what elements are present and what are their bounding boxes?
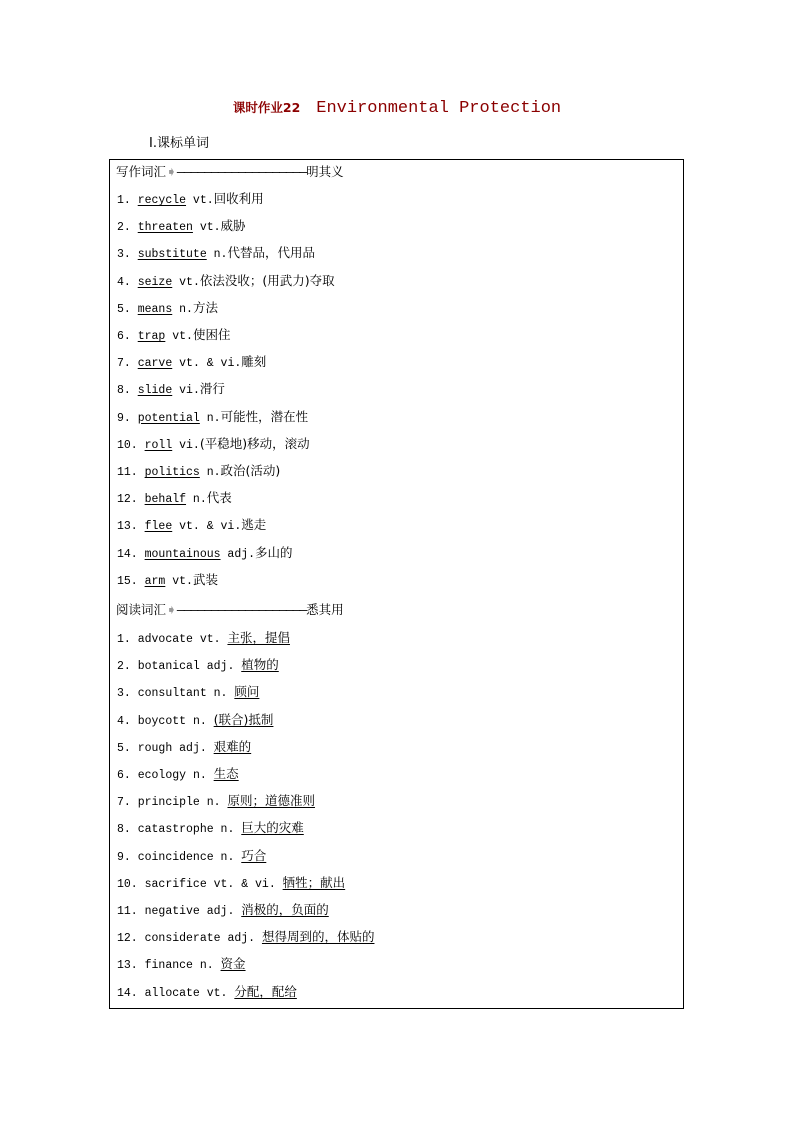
item-pos: n. xyxy=(220,823,242,837)
item-word: considerate xyxy=(144,932,228,946)
item-number: 8. xyxy=(117,823,138,837)
list-item xyxy=(117,682,259,702)
item-number: 13. xyxy=(117,959,145,973)
item-number: 12. xyxy=(117,493,145,507)
list-item xyxy=(117,570,218,590)
item-word: consultant xyxy=(137,687,214,701)
item-pos: vt. xyxy=(192,221,221,235)
page-title xyxy=(0,97,794,118)
item-word: slide xyxy=(137,384,173,398)
item-word: sacrifice xyxy=(144,877,214,891)
item-pos: vt. xyxy=(206,986,235,1000)
header-dashes: ——————————————————— xyxy=(176,165,307,180)
list-item xyxy=(117,628,290,648)
item-word: carve xyxy=(137,357,173,371)
item-meaning: 巧合 xyxy=(241,847,267,863)
item-pos: vt. & vi. xyxy=(172,357,242,371)
item-word: coincidence xyxy=(137,850,221,864)
item-pos: vt. xyxy=(165,330,193,343)
list-item xyxy=(117,488,232,508)
list-item xyxy=(117,379,225,399)
item-word: finance xyxy=(144,959,200,973)
list-item xyxy=(117,243,315,263)
item-pos: n. xyxy=(220,850,242,864)
item-meaning: 植物的 xyxy=(241,657,279,673)
item-number: 11. xyxy=(117,466,145,479)
item-number: 14. xyxy=(117,547,145,561)
reading-label: 阅读词汇 xyxy=(116,602,167,617)
item-number: 6. xyxy=(117,330,138,343)
item-pos: adj. xyxy=(179,741,214,755)
item-pos: vi. xyxy=(172,384,200,398)
item-meaning: 想得周到的，体贴的 xyxy=(261,929,375,945)
item-meaning: 主张，提倡 xyxy=(227,630,290,645)
item-number: 2. xyxy=(117,660,138,674)
reading-header xyxy=(116,600,344,620)
list-item xyxy=(117,515,266,535)
item-meaning: 艰难的 xyxy=(213,738,252,754)
item-meaning: 依法没收；(用武力)夺取 xyxy=(199,272,335,288)
item-word: mountainous xyxy=(144,547,221,561)
item-number: 5. xyxy=(117,302,138,316)
item-number: 7. xyxy=(117,357,138,371)
item-word: boycott xyxy=(137,714,193,728)
item-meaning: (联合)抵制 xyxy=(213,711,274,727)
item-pos: vi. xyxy=(172,438,200,452)
list-item xyxy=(117,954,246,974)
item-meaning: 政治(活动) xyxy=(220,463,281,478)
item-number: 10. xyxy=(117,438,145,452)
item-pos: adj. xyxy=(227,932,262,946)
item-pos: vt. xyxy=(199,633,228,646)
item-word: seize xyxy=(137,275,173,289)
item-number: 9. xyxy=(117,850,138,864)
item-pos: n. xyxy=(192,714,214,728)
item-number: 2. xyxy=(117,221,138,235)
item-meaning: 消极的，负面的 xyxy=(241,902,329,917)
item-meaning: 回收利用 xyxy=(213,191,264,206)
item-pos: adj. xyxy=(206,905,242,918)
item-word: behalf xyxy=(144,493,187,507)
list-item xyxy=(117,298,218,318)
list-item xyxy=(117,325,230,345)
item-pos: n. xyxy=(206,248,228,262)
item-pos: vt. xyxy=(186,194,214,207)
item-pos: adj. xyxy=(220,547,256,561)
item-word: catastrophe xyxy=(137,823,221,837)
reading-suffix: 悉其用 xyxy=(306,602,344,617)
item-meaning: 巨大的灾难 xyxy=(241,820,304,836)
item-number: 4. xyxy=(117,714,138,728)
item-number: 14. xyxy=(117,986,145,1000)
item-number: 15. xyxy=(117,574,145,588)
item-pos: n. xyxy=(206,796,228,810)
list-item xyxy=(117,764,239,784)
title-en: Environmental Protection xyxy=(316,99,562,118)
item-word: allocate xyxy=(144,986,207,1000)
item-number: 8. xyxy=(117,384,138,398)
item-meaning: 代表 xyxy=(206,490,232,506)
list-item xyxy=(117,461,280,481)
item-word: means xyxy=(137,302,173,316)
item-number: 12. xyxy=(117,932,145,946)
item-number: 10. xyxy=(117,877,145,891)
item-meaning: 可能性，潜在性 xyxy=(220,408,309,424)
item-number: 1. xyxy=(117,633,138,646)
list-item xyxy=(117,818,304,838)
list-item xyxy=(117,271,335,291)
list-item xyxy=(117,434,310,454)
item-pos: n. xyxy=(199,959,221,973)
item-word: ecology xyxy=(137,769,193,782)
item-meaning: 多山的 xyxy=(255,544,293,560)
item-word: advocate xyxy=(137,633,200,646)
item-number: 1. xyxy=(117,194,138,207)
item-word: substitute xyxy=(137,248,207,262)
item-word: principle xyxy=(137,796,207,810)
list-item xyxy=(117,352,266,372)
item-pos: adj. xyxy=(206,660,242,674)
item-meaning: 威胁 xyxy=(220,218,246,234)
item-meaning: 滑行 xyxy=(199,381,225,397)
item-number: 5. xyxy=(117,741,138,755)
item-pos: n. xyxy=(186,493,207,507)
writing-label: 写作词汇 xyxy=(116,164,167,179)
list-item xyxy=(117,189,264,209)
item-pos: vt. & vi. xyxy=(213,877,283,891)
item-pos: n. xyxy=(213,687,235,701)
list-item xyxy=(117,543,293,563)
item-meaning: (平稳地)移动，滚动 xyxy=(199,435,310,451)
list-item xyxy=(117,927,374,947)
item-meaning: 武装 xyxy=(192,571,218,587)
list-item xyxy=(117,407,308,427)
item-word: arm xyxy=(144,574,166,588)
item-meaning: 代替品，代用品 xyxy=(227,245,315,261)
title-cn: 课时作业22 xyxy=(232,100,301,115)
item-pos: vt. & vi. xyxy=(172,520,242,534)
item-number: 3. xyxy=(117,687,138,701)
item-number: 4. xyxy=(117,275,138,289)
item-number: 13. xyxy=(117,520,145,534)
item-pos: n. xyxy=(172,302,193,316)
item-word: politics xyxy=(144,466,200,479)
item-meaning: 生态 xyxy=(213,766,239,781)
arrow-icon: ➧ xyxy=(166,603,177,618)
item-meaning: 逃走 xyxy=(241,517,267,533)
list-item xyxy=(117,710,273,730)
item-meaning: 原则；道德准则 xyxy=(227,793,315,809)
item-word: trap xyxy=(137,330,166,343)
item-number: 11. xyxy=(117,905,145,918)
list-item xyxy=(117,655,279,675)
section-label: Ⅰ.课标单词 xyxy=(149,136,209,151)
item-pos: n. xyxy=(199,466,221,479)
item-word: threaten xyxy=(137,221,193,235)
item-pos: vt. xyxy=(172,275,200,289)
item-meaning: 牺牲；献出 xyxy=(282,874,346,890)
item-pos: vt. xyxy=(165,574,193,588)
item-number: 6. xyxy=(117,769,138,782)
item-word: roll xyxy=(144,438,173,452)
item-word: flee xyxy=(144,520,173,534)
item-word: recycle xyxy=(137,194,187,207)
list-item xyxy=(117,982,297,1002)
writing-suffix: 明其义 xyxy=(306,164,344,179)
item-pos: n. xyxy=(199,411,221,425)
item-meaning: 顾问 xyxy=(234,684,260,700)
item-word: negative xyxy=(144,905,207,918)
list-item xyxy=(117,873,345,893)
item-number: 9. xyxy=(117,411,138,425)
arrow-icon: ➧ xyxy=(166,165,177,180)
item-meaning: 使困住 xyxy=(192,327,231,342)
item-number: 7. xyxy=(117,796,138,810)
item-number: 3. xyxy=(117,248,138,262)
list-item xyxy=(117,737,251,757)
list-item xyxy=(117,216,246,236)
item-word: potential xyxy=(137,411,200,425)
list-item xyxy=(117,846,266,866)
list-item xyxy=(117,791,315,811)
item-meaning: 方法 xyxy=(192,299,218,315)
item-meaning: 分配，配给 xyxy=(234,983,297,999)
item-meaning: 雕刻 xyxy=(241,354,267,370)
item-meaning: 资金 xyxy=(220,956,246,972)
item-pos: n. xyxy=(192,769,214,782)
list-item xyxy=(117,900,329,920)
header-dashes: ——————————————————— xyxy=(176,603,307,618)
item-word: botanical xyxy=(137,660,207,674)
writing-header xyxy=(116,162,344,182)
vocab-box xyxy=(109,159,684,1009)
item-word: rough xyxy=(137,741,180,755)
